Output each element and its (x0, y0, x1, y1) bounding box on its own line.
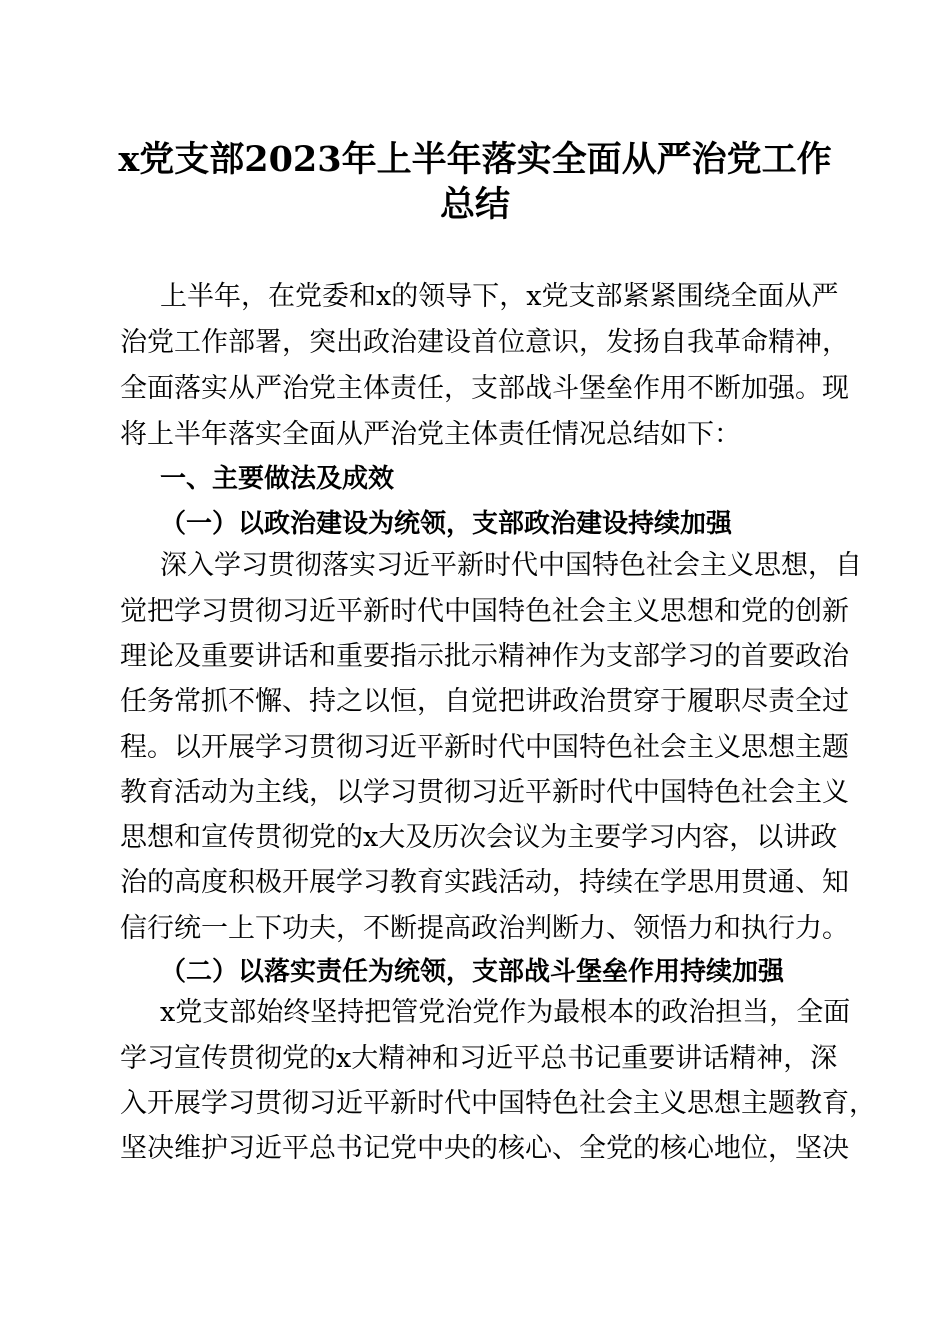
body-line: 教育活动为主线，以学习贯彻习近平新时代中国特色社会主义 (120, 777, 849, 808)
subsection-heading: （一）以政治建设为统领，支部政治建设持续加强 (160, 509, 733, 539)
body-line: 治的高度积极开展学习教育实践活动，持续在学思用贯通、知 (120, 867, 849, 898)
section-heading: 一、主要做法及成效 (160, 464, 395, 494)
body-line: 入开展学习贯彻习近平新时代中国特色社会主义思想主题教育， (120, 1088, 876, 1119)
intro-line: 治党工作部署，突出政治建设首位意识，发扬自我革命精神， (120, 327, 849, 358)
body-line: 学习宣传贯彻党的x大精神和习近平总书记重要讲话精神，深 (120, 1043, 838, 1074)
body-line: x党支部始终坚持把管党治党作为最根本的政治担当，全面 (160, 997, 851, 1028)
body-line: 理论及重要讲话和重要指示批示精神作为支部学习的首要政治 (120, 641, 849, 672)
document-title-line-1: x党支部2023年上半年落实全面从严治党工作 (118, 139, 832, 180)
body-line: 深入学习贯彻落实习近平新时代中国特色社会主义思想，自 (160, 550, 862, 581)
body-line: 任务常抓不懈、持之以恒，自觉把讲政治贯穿于履职尽责全过 (120, 686, 849, 717)
document-title-line-2: 总结 (439, 184, 510, 225)
body-line: 思想和宣传贯彻党的x大及历次会议为主要学习内容，以讲政 (120, 822, 838, 853)
body-line: 程。以开展学习贯彻习近平新时代中国特色社会主义思想主题 (120, 732, 849, 763)
intro-line: 将上半年落实全面从严治党主体责任情况总结如下： (120, 419, 741, 450)
body-line: 信行统一上下功夫，不断提高政治判断力、领悟力和执行力。 (120, 913, 849, 944)
intro-line: 上半年，在党委和x的领导下，x党支部紧紧围绕全面从严 (160, 281, 839, 312)
body-line: 坚决维护习近平总书记党中央的核心、全党的核心地位，坚决 (120, 1133, 849, 1164)
subsection-heading: （二）以落实责任为统领，支部战斗堡垒作用持续加强 (160, 957, 785, 987)
body-line: 觉把学习贯彻习近平新时代中国特色社会主义思想和党的创新 (120, 596, 849, 627)
intro-line: 全面落实从严治党主体责任，支部战斗堡垒作用不断加强。现 (120, 373, 849, 404)
